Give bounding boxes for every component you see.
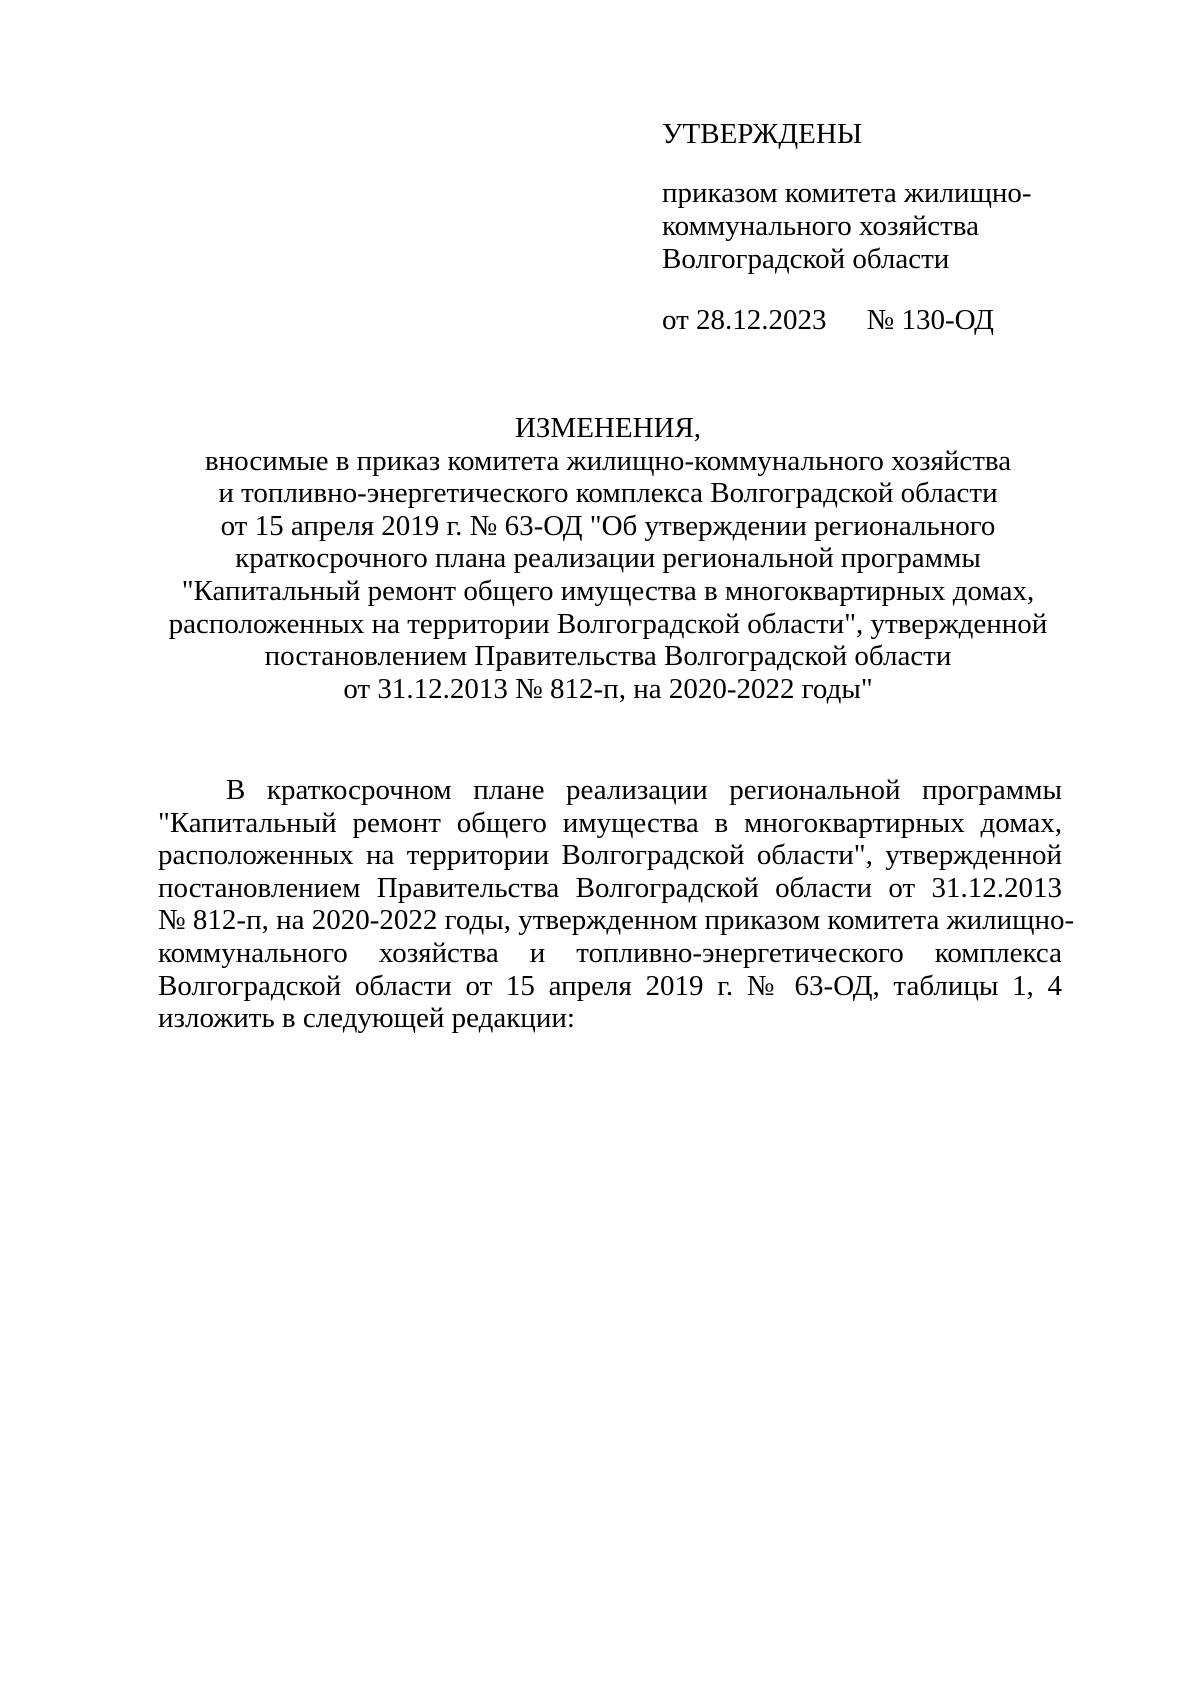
body-line: коммунального хозяйства и топливно-энергетического комплекса <box>158 936 1062 969</box>
approval-order-reference <box>662 304 1102 337</box>
heading-line: и топливно-энергетического комплекса Волгоградской области <box>218 477 998 510</box>
approval-order-number: № 130-ОД <box>866 304 994 336</box>
heading-line: вносимые в приказ комитета жилищно-коммунального хозяйства <box>204 444 1012 477</box>
body-line: "Капитальный ремонт общего имущества в многоквартирных домах, <box>158 806 1062 839</box>
heading-line: от 31.12.2013 № 812-п, на 2020-2022 годы" <box>343 672 873 705</box>
heading-line: постановлением Правительства Волгоградской области <box>264 640 952 673</box>
body-line: № 812-п, на 2020-2022 годы, утвержденном приказом комитета жилищно- <box>158 904 1075 937</box>
body-line: Волгоградской области от 15 апреля 2019 г. № 63-ОД, таблицы 1, 4 <box>158 969 1062 1002</box>
body-line: постановлением Правительства Волгоградской области от 31.12.2013 <box>158 871 1062 904</box>
body-line: изложить в следующей редакции: <box>158 1002 575 1035</box>
heading-line: "Капитальный ремонт общего имущества в многоквартирных домах, <box>181 574 1035 607</box>
document-heading <box>158 412 1058 705</box>
approval-order-line: приказом комитета жилищно- <box>662 177 1032 209</box>
document-title: ИЗМЕНЕНИЯ, <box>514 412 702 444</box>
approval-order-date: от 28.12.2023 <box>662 304 827 336</box>
body-paragraph <box>158 774 1075 1035</box>
heading-line: от 15 апреля 2019 г. № 63-ОД "Об утверждении регионального <box>220 509 996 542</box>
body-line: расположенных на территории Волгоградской области", утвержденной <box>158 839 1062 872</box>
heading-line: расположенных на территории Волгоградской области", утвержденной <box>168 607 1048 640</box>
approval-order-line: Волгоградской области <box>662 243 950 275</box>
approval-order-line: коммунального хозяйства <box>662 210 979 242</box>
heading-line: краткосрочного плана реализации региональной программы <box>235 542 981 575</box>
approval-block <box>662 118 1102 337</box>
body-line: В краткосрочном плане реализации региональной программы <box>226 774 1062 806</box>
approval-stamp-title: УТВЕРЖДЕНЫ <box>662 118 863 150</box>
